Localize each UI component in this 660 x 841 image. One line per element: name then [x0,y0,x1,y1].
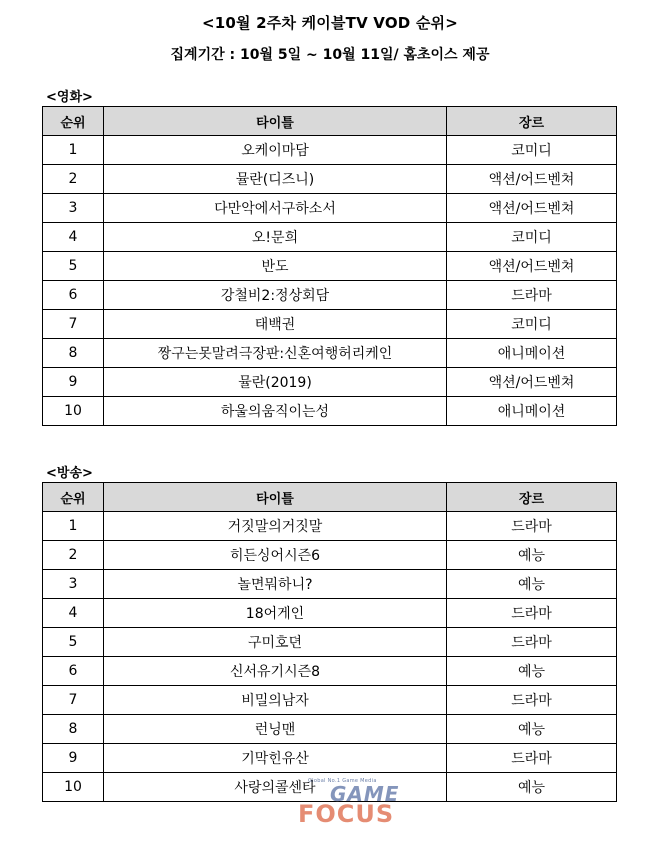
movies-table-body [43,136,617,426]
genre-cell: 드라마 [447,281,617,310]
title-cell: 하울의움직이는성 [104,397,447,426]
rank-cell: 6 [43,281,104,310]
title-cell: 뮬란(디즈니) [104,165,447,194]
rank-header: 순위 [43,107,104,136]
table-row [43,397,617,426]
title-cell: 사랑의콜센타 [104,773,447,802]
genre-cell: 예능 [447,773,617,802]
genre-cell: 드라마 [447,599,617,628]
title-cell: 강철비2:정상회담 [104,281,447,310]
genre-cell: 애니메이션 [447,339,617,368]
genre-cell: 액션/어드벤쳐 [447,194,617,223]
rank-cell: 5 [43,252,104,281]
table-row [43,541,617,570]
genre-cell: 코미디 [447,223,617,252]
table-row [43,744,617,773]
title-cell: 히든싱어시즌6 [104,541,447,570]
rank-cell: 8 [43,715,104,744]
table-row [43,252,617,281]
table-row [43,686,617,715]
title-cell: 반도 [104,252,447,281]
movies-section-label: <영화> [46,90,93,105]
rank-cell: 2 [43,541,104,570]
genre-cell: 예능 [447,657,617,686]
watermark-focus-text: FOCUS [298,800,395,828]
table-row [43,368,617,397]
rank-cell: 10 [43,773,104,802]
table-row [43,773,617,802]
rank-cell: 4 [43,223,104,252]
table-row [43,194,617,223]
genre-cell: 애니메이션 [447,397,617,426]
title-cell: 다만악에서구하소서 [104,194,447,223]
title-cell: 거짓말의거짓말 [104,512,447,541]
table-row [43,281,617,310]
genre-cell: 코미디 [447,136,617,165]
genre-cell: 드라마 [447,744,617,773]
table-row [43,223,617,252]
table-row [43,339,617,368]
page-title: <10월 2주차 케이블TV VOD 순위> [201,14,459,32]
broadcast-table-body [43,512,617,802]
table-row [43,715,617,744]
rank-cell: 3 [43,570,104,599]
table-row [43,570,617,599]
rank-cell: 4 [43,599,104,628]
rank-cell: 9 [43,368,104,397]
title-cell: 18어게인 [104,599,447,628]
genre-cell: 드라마 [447,628,617,657]
title-header: 타이틀 [104,483,447,512]
broadcast-section-label: <방송> [46,466,93,481]
rank-cell: 1 [43,136,104,165]
rank-cell: 10 [43,397,104,426]
table-header-row [43,483,617,512]
rank-cell: 3 [43,194,104,223]
title-cell: 기막힌유산 [104,744,447,773]
title-cell: 놀면뭐하니? [104,570,447,599]
title-header: 타이틀 [104,107,447,136]
rank-header: 순위 [43,483,104,512]
table-row [43,599,617,628]
table-row [43,310,617,339]
genre-header: 장르 [447,483,617,512]
table-row [43,165,617,194]
genre-cell: 액션/어드벤쳐 [447,368,617,397]
watermark-game-text: GAME [330,782,400,806]
table-header-row [43,107,617,136]
title-cell: 런닝맨 [104,715,447,744]
title-cell: 태백권 [104,310,447,339]
table-row [43,628,617,657]
genre-cell: 예능 [447,570,617,599]
rank-cell: 7 [43,310,104,339]
genre-cell: 드라마 [447,686,617,715]
movies-ranking-table [42,106,617,426]
title-cell: 비밀의남자 [104,686,447,715]
genre-cell: 예능 [447,715,617,744]
title-cell: 구미호뎐 [104,628,447,657]
period-subtitle: 집계기간 : 10월 5일 ~ 10월 11일/ 홈초이스 제공 [170,47,490,63]
rank-cell: 7 [43,686,104,715]
rank-cell: 5 [43,628,104,657]
table-row [43,657,617,686]
rank-cell: 2 [43,165,104,194]
title-cell: 오!문희 [104,223,447,252]
watermark-tagline: Global No.1 Game Media [308,778,377,784]
rank-cell: 9 [43,744,104,773]
table-row [43,512,617,541]
genre-cell: 코미디 [447,310,617,339]
genre-cell: 액션/어드벤쳐 [447,252,617,281]
genre-cell: 예능 [447,541,617,570]
genre-cell: 액션/어드벤쳐 [447,165,617,194]
rank-cell: 6 [43,657,104,686]
table-row [43,136,617,165]
title-cell: 뮬란(2019) [104,368,447,397]
rank-cell: 1 [43,512,104,541]
title-cell: 오케이마담 [104,136,447,165]
rank-cell: 8 [43,339,104,368]
genre-header: 장르 [447,107,617,136]
title-cell: 신서유기시즌8 [104,657,447,686]
genre-cell: 드라마 [447,512,617,541]
title-cell: 짱구는못말려극장판:신혼여행허리케인 [104,339,447,368]
broadcast-ranking-table [42,482,617,802]
